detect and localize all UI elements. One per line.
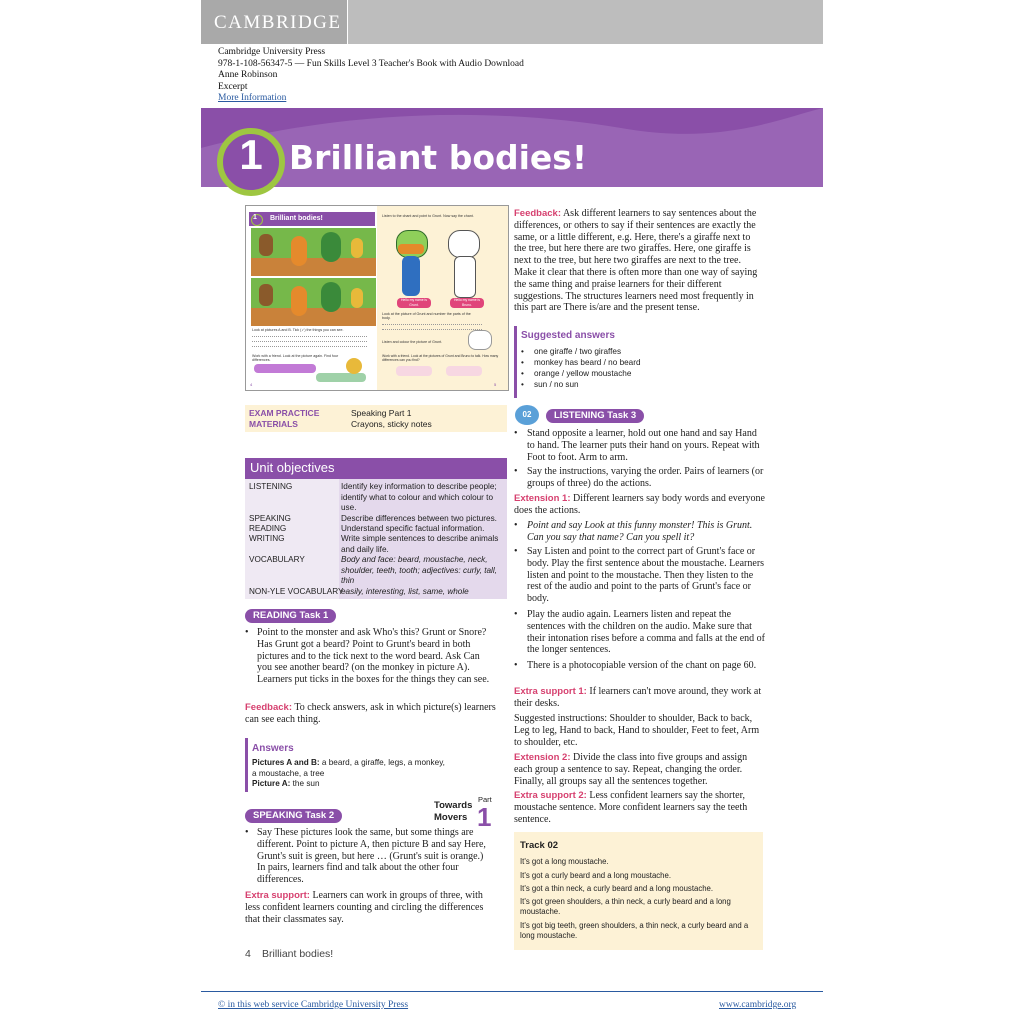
- bullet-dot: •: [521, 380, 524, 389]
- reading-task-instruction: Point to the monster and ask Who's this? Grunt or Snore? Has Grunt got a beard? Point to Grunt's beard in both pictures and to the tick next to the word beard. Ask Can you see another beard? (on the monkey in picture A). Learners put ticks in the boxes for the things they can see.: [257, 627, 490, 686]
- bullet-dot: •: [514, 609, 518, 620]
- track-title: Track 02: [520, 840, 559, 851]
- reading-feedback: Feedback: To check answers, ask in which picture(s) learners can see each thing.: [245, 702, 496, 725]
- part-label: Part: [478, 795, 492, 804]
- extension-2: Extension 2: Divide the class into five groups and assign each group a sentence to say. Repeat, changing the order. Finally, all groups say all the sentences together.: [514, 752, 748, 787]
- answers-bar: [245, 738, 248, 792]
- objective-skill: SPEAKING: [249, 514, 291, 523]
- listening-step-1: Stand opposite a learner, hold out one hand and say Hand to hand. The learner puts their hand on yours. Repeat with Foot to foot. Arm to arm.: [527, 428, 760, 463]
- publisher: Cambridge University Press: [218, 47, 326, 57]
- bullet-dot: •: [521, 347, 524, 356]
- listening-step-2: Say the instructions, varying the order. Pairs of learners (or groups of three) do the actions.: [527, 466, 764, 489]
- track-line: It's got green shoulders, a thin neck, a curly beard and a long moustache.: [520, 897, 731, 916]
- unit-title: Brilliant bodies!: [289, 138, 587, 177]
- objective-skill: READING: [249, 524, 287, 533]
- listening-step-4: Say Listen and point to the correct part of Grunt's face or body. Play the first sentence about the moustache. Learners listen and point to the moustache. Then they listen to the rest of the audio and point to the parts of Grunt's face or body.: [527, 546, 765, 605]
- objective-skill: VOCABULARY: [249, 555, 305, 564]
- thumb-instruction-5: Work with a friend. Look at the picture again. Find four differences.: [252, 354, 339, 363]
- excerpt-label: Excerpt: [218, 81, 248, 92]
- listening-task-tag: LISTENING Task 3: [546, 409, 644, 423]
- bullet-dot: •: [514, 660, 518, 671]
- page-number: 4: [245, 948, 251, 960]
- bullet-dot: •: [514, 520, 518, 531]
- footer-rule: [201, 991, 823, 992]
- materials-value: Crayons, sticky notes: [351, 419, 432, 429]
- track-line: It's got a thin neck, a curly beard and a long moustache.: [520, 884, 714, 893]
- speaking-extra-support: Extra support: Learners can work in groups of three, with less confident learners counting and circling the differences that their classmates say.: [245, 890, 484, 925]
- bruno-illustration: [442, 226, 486, 306]
- student-book-thumbnail: [245, 205, 509, 391]
- suggested-answers-heading: Suggested answers: [521, 330, 615, 341]
- objective-skill: LISTENING: [249, 482, 293, 491]
- exam-practice-value: Speaking Part 1: [351, 408, 412, 418]
- objectives-title: Unit objectives: [250, 460, 335, 475]
- cambridge-site-link[interactable]: www.cambridge.org: [719, 1000, 797, 1010]
- objective-desc: Body and face: beard, moustache, neck, shoulder, teeth, tooth; adjectives: curly, tall, thin: [341, 555, 497, 585]
- thumb-instruction-4: Listen and colour the picture of Grunt.: [382, 340, 443, 344]
- track-line: It's got a long moustache.: [520, 857, 609, 866]
- speaking-task-instruction: Say These pictures look the same, but some things are different. Point to picture A, then picture B and say Here, Grunt's suit is green, but here … (Grunt's suit is orange.) In pairs, learners find and talk about the other four differences.: [257, 827, 486, 886]
- bullet-dot: •: [245, 827, 249, 838]
- thumb-title: Brilliant bodies!: [270, 215, 323, 222]
- materials-label: MATERIALS: [249, 419, 298, 429]
- track-line: It's got big teeth, green shoulders, a thin neck, a curly beard and a long moustache.: [520, 921, 749, 940]
- thumb-page-left: 4: [250, 382, 253, 387]
- suggested-answer: one giraffe / two giraffes: [534, 347, 622, 356]
- picture-a: [251, 228, 376, 276]
- thumb-instruction-2: Look at pictures A and B. Tick (✓) the things you can see.: [252, 328, 344, 332]
- towards-label: Towards: [434, 800, 473, 811]
- answers-heading: Answers: [252, 743, 294, 754]
- suggested-answer: sun / no sun: [534, 380, 579, 389]
- reading-task-tag: READING Task 1: [245, 609, 336, 623]
- isbn-title: 978-1-108-56347-5 — Fun Skills Level 3 Teacher's Book with Audio Download: [218, 58, 524, 69]
- objective-desc: Identify key information to describe people; identify what to colour and which colour to use.: [341, 482, 497, 512]
- answers-line-3: Picture A: the sun: [252, 779, 320, 788]
- cambridge-logo: CAMBRIDGE: [214, 12, 342, 33]
- answers-line-1: Pictures A and B: a beard, a giraffe, legs, a monkey,: [252, 758, 445, 767]
- objective-skill: NON-YLE VOCABULARY: [249, 587, 344, 596]
- bullet-dot: •: [245, 627, 249, 638]
- more-information-link[interactable]: More Information: [218, 93, 287, 103]
- suggested-answer: orange / yellow moustache: [534, 369, 632, 378]
- thumb-page-right: 5: [494, 382, 497, 387]
- answers-line-2: a moustache, a tree: [252, 769, 325, 778]
- bullet-dot: •: [514, 428, 518, 439]
- objective-skill: WRITING: [249, 534, 285, 543]
- extra-support-1: Extra support 1: If learners can't move around, they work at their desks.: [514, 686, 762, 709]
- bullet-dot: •: [514, 466, 518, 477]
- extra-support-2: Extra support 2: Less confident learners say the shorter, moustache sentence. More confident learners say the teeth sentence.: [514, 790, 748, 825]
- suggested-answers-bar: [514, 326, 517, 398]
- objective-desc: Understand specific factual information.: [341, 524, 485, 533]
- track-line: It's got a curly beard and a long moustache.: [520, 871, 672, 880]
- listening-step-6: There is a photocopiable version of the chant on page 60.: [527, 660, 757, 671]
- thumb-speech-grunt: Hello my name is Grunt.: [397, 298, 431, 308]
- bullet-dot: •: [514, 546, 518, 557]
- thumb-speech-bruno: Hello my name is Bruno.: [450, 298, 484, 308]
- exam-practice-label: EXAM PRACTICE: [249, 408, 320, 418]
- picture-b: [251, 278, 376, 326]
- speaking-task-tag: SPEAKING Task 2: [245, 809, 342, 823]
- bullet-dot: •: [521, 358, 524, 367]
- grunt-illustration: [388, 226, 434, 306]
- copyright-link[interactable]: © in this web service Cambridge University Press: [218, 1000, 409, 1010]
- thumb-checklist: [252, 334, 370, 352]
- audio-track-number: 02: [522, 410, 532, 419]
- listening-step-5: Play the audio again. Learners listen and repeat the sentences with the children on the audio. Make sure that their intonation rises before a comma and falls at the end of the longer sentences.: [527, 609, 765, 656]
- bullet-dot: •: [521, 369, 524, 378]
- unit-number: 1: [239, 131, 263, 178]
- suggested-answer: monkey has beard / no beard: [534, 358, 641, 367]
- suggested-instructions: Suggested instructions: Shoulder to shoulder, Back to back, Leg to leg, Hand to back, Hand to shoulder, Feet to feet, Arm to shoulder, etc.: [514, 713, 760, 748]
- thumb-instruction-6: Work with a friend. Look at the pictures of Grunt and Bruno to talk. How many differences can you find?: [382, 354, 499, 362]
- speaking-feedback: Feedback: Ask different learners to say sentences about the differences, or others to say if their sentences are exactly the same, or a little different, e.g. Here, there's a giraffe next to the tree, but here there are two giraffes. Here, one giraffe is next to the tree, but here two giraffes are next to the tree. Make it clear that there is often more than one way of saying the same thing and praise learners for their different suggestions. The structures learners need most frequently in this part are There is/are and the present tense.: [514, 208, 758, 314]
- part-number: 1: [477, 802, 492, 832]
- thumb-instruction-3: Look at the picture of Grunt and number the parts of the body.: [382, 312, 471, 321]
- thumb-unit-number: 1: [253, 214, 257, 221]
- author: Anne Robinson: [218, 70, 278, 80]
- movers-label: Movers: [434, 812, 468, 823]
- objective-desc: Write simple sentences to describe animals and daily life.: [341, 534, 499, 554]
- extension-1: Extension 1: Different learners say body words and everyone does the actions.: [514, 493, 765, 516]
- objective-desc: easily, interesting, list, same, whole: [341, 587, 469, 596]
- objective-desc: Describe differences between two pictures.: [341, 514, 497, 523]
- listening-step-3: Point and say Look at this funny monster! This is Grunt. Can you say that name? Can you spell it?: [527, 520, 753, 543]
- thumb-instruction-1: Listen to the chant and point to Grunt. Now say the chant.: [382, 214, 474, 218]
- page-footer-title: Brilliant bodies!: [262, 948, 334, 960]
